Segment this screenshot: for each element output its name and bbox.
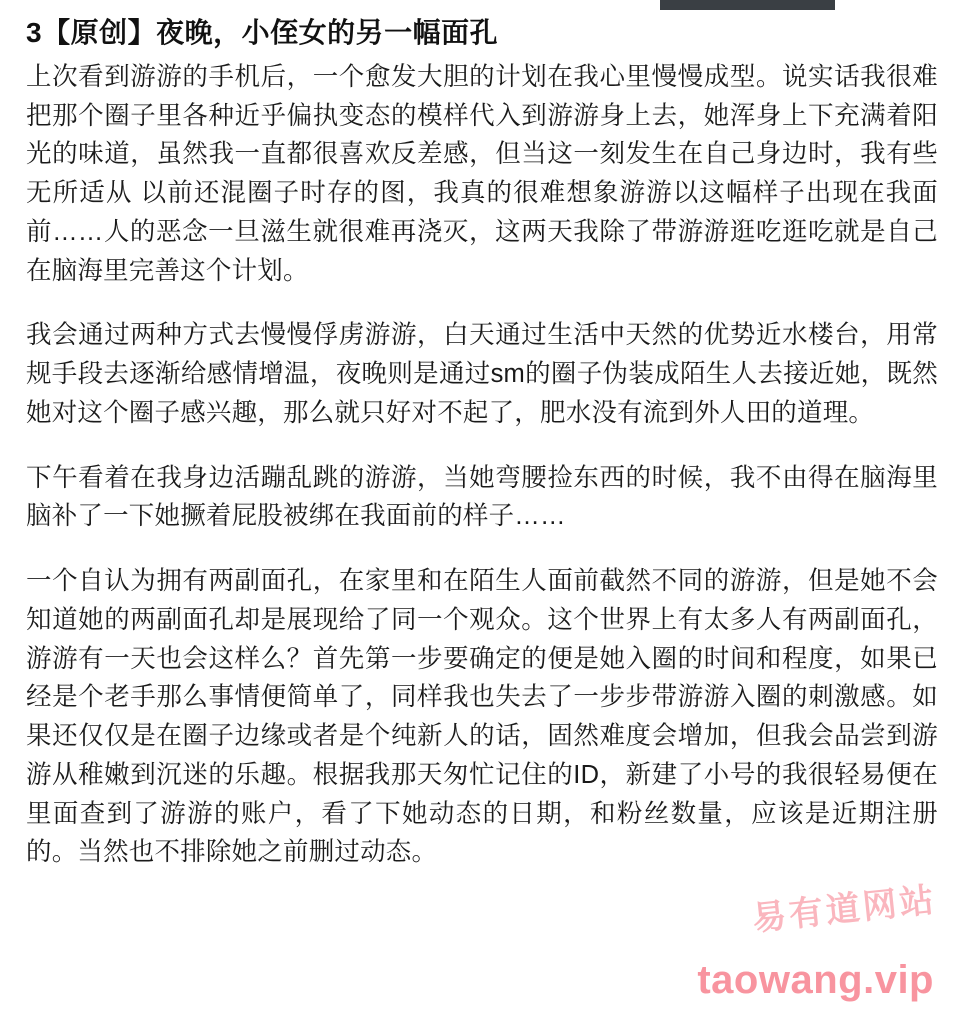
paragraph: 上次看到游游的手机后，一个愈发大胆的计划在我心里慢慢成型。说实话我很难把那个圈子里各种近乎偏执变态的模样代入到游游身上去，她浑身上下充满着阳光的味道，虽然我一直都很喜欢反差感，但当这一刻发生在自己身边时，我有些无所适从 以前还混圈子时存的图，我真的很难想象游游以这幅样子出现在我面前……人的恶念一旦滋生就很难再浇灭，这两天我除了带游游逛吃逛吃就是自己在脑海里完善这个计划。: [26, 62, 938, 285]
page-title: 3【原创】夜晚，小侄女的另一幅面孔: [26, 17, 499, 48]
paragraph: 我会通过两种方式去慢慢俘虏游游，白天通过生活中天然的优势近水楼台，用常规手段去逐渐给感情增温，夜晚则是通过sm的圈子伪装成陌生人去接近她，既然她对这个圈子感兴趣，那么就只好对不起了，肥水没有流到外人田的道理。: [26, 321, 938, 427]
paragraph: 一个自认为拥有两副面孔，在家里和在陌生人面前截然不同的游游，但是她不会知道她的两副面孔却是展现给了同一个观众。这个世界上有太多人有两副面孔，游游有一天也会这样么？首先第一步要确定的便是她入圈的时间和程度，如果已经是个老手那么事情便简单了，同样我也失去了一步步带游游入圈的刺激感。如果还仅仅是在圈子边缘或者是个纯新人的话，固然难度会增加，但我会品尝到游游从稚嫩到沉迷的乐趣。根据我那天匆忙记住的ID，新建了小号的我很轻易便在里面查到了游游的账户，看了下她动态的日期，和粉丝数量，应该是近期注册的。当然也不排除她之前删过动态。: [26, 567, 938, 867]
paragraph: 下午看着在我身边活蹦乱跳的游游，当她弯腰捡东西的时候，我不由得在脑海里脑补了一下她撅着屁股被绑在我面前的样子……: [26, 463, 938, 531]
watermark-chinese: 易有道网站: [750, 881, 939, 939]
watermark-url: taowang.vip: [697, 958, 934, 1002]
